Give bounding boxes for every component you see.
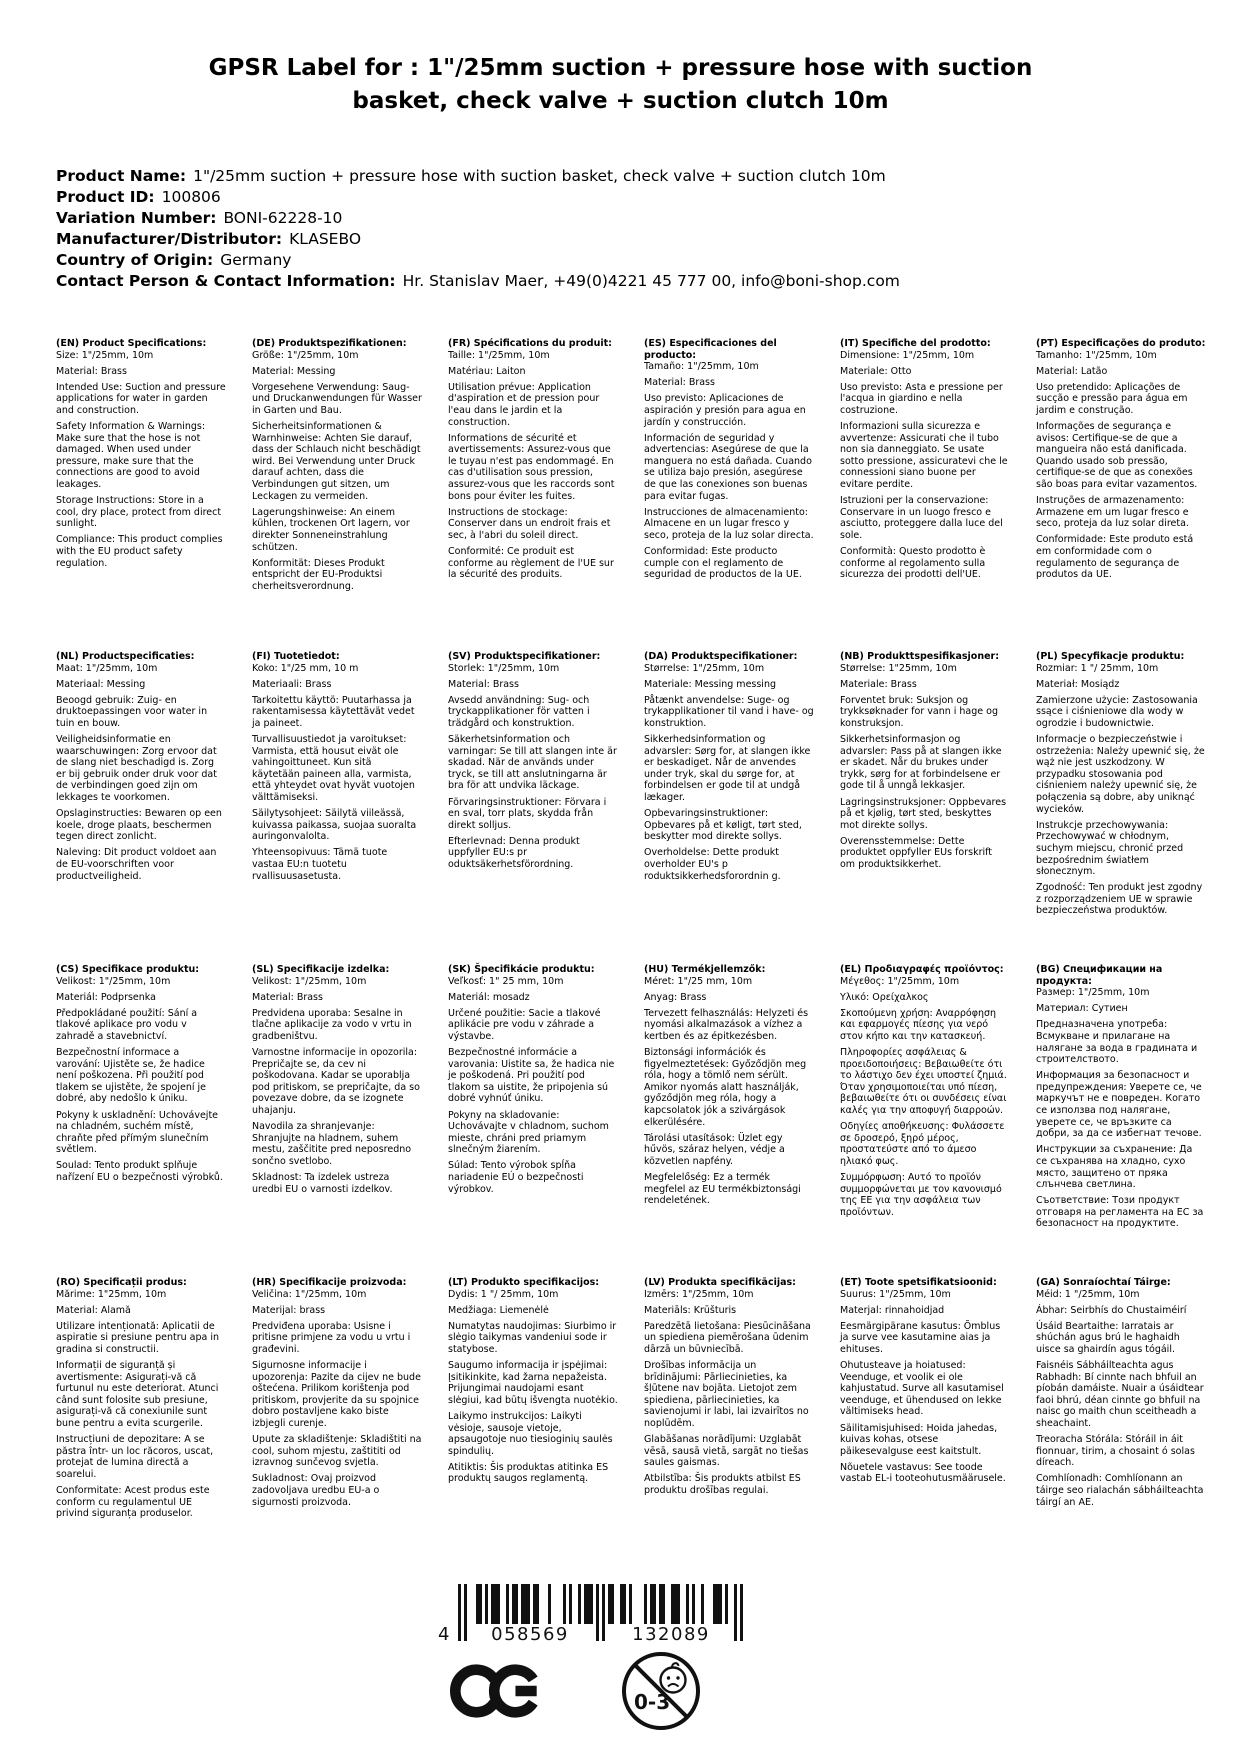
spec-paragraph: Atitiktis: Šis produktas atitinka ES produktų saugos reglamentą. (448, 1461, 609, 1485)
language-spec-block-title: (SV) Produktspecifikationer: (448, 651, 601, 662)
spec-paragraph: Treoracha Stórála: Stóráil in áit fionnuar, tirim, a chosaint ó solas díreach. (1036, 1434, 1195, 1469)
spec-paragraph: Dydis: 1 "/ 25mm, 10m (448, 1288, 559, 1300)
spec-paragraph: Οδηγίες αποθήκευσης: Φυλάσσετε σε δροσερό, ξηρό μέρος, προστατεύστε από το άμεσο ηλιακό φως. (840, 1121, 1005, 1167)
spec-paragraph: Sukladnost: Ovaj proizvod zadovoljava uredbu EU-a o sigurnosti proizvoda. (252, 1473, 380, 1508)
spec-paragraph: Istruzioni per la conservazione: Conservare in un luogo fresco e asciutto, proteggere dalla luce del sole. (840, 495, 1003, 541)
spec-paragraph: Rozmiar: 1 "/ 25mm, 10m (1036, 662, 1159, 674)
spec-paragraph: Materiał: Mosiądz (1036, 678, 1120, 690)
spec-paragraph: Megfelelőség: Ez a termék megfelel az EU termékbiztonsági rendeletének. (644, 1172, 801, 1207)
spec-paragraph: Sikkerhedsinformation og advarsler: Sørg for, at slangen ikke er beskadiget. Når de anvendes under tryk, skal du sørge for, at forbindelsen er gode til at undgå lækager. (644, 734, 811, 804)
language-spec-block-title: (GA) Sonraíochtaí Táirge: (1036, 1277, 1171, 1288)
language-spec-block-title: (PL) Specyfikacje produktu: (1036, 651, 1185, 662)
language-spec-block-title: (EN) Product Specifications: (56, 338, 207, 349)
spec-paragraph: Materiale: Messing messing (644, 678, 776, 690)
language-spec-block-title: (DA) Produktspecifikationer: (644, 651, 798, 662)
spec-paragraph: Utilizare intenționată: Aplicatii de aspiratie si presiune pentru apa in gradina si constructii. (56, 1320, 219, 1355)
spec-paragraph: Glabāšanas norādījumi: Uzglabāt vēsā, sausā vietā, sargāt no tiešas saules gaismas. (644, 1434, 809, 1469)
spec-paragraph: Tamanho: 1"/25mm, 10m (1036, 349, 1157, 361)
language-spec-block-title: (EL) Προδιαγραφές προϊόντος: (840, 964, 1004, 975)
spec-paragraph: Conformité: Ce produit est conforme au règlement de l'UE sur la sécurité des produits. (448, 546, 614, 581)
spec-paragraph: Veľkosť: 1" 25 mm, 10m (448, 975, 564, 987)
spec-paragraph: Συμμόρφωση: Αυτό το προϊόν συμμορφώνεται με τον κανονισμό της ΕΕ για την ασφάλεια των προϊόντων. (840, 1172, 1002, 1218)
spec-paragraph: Skladnost: Ta izdelek ustreza uredbi EU o varnosti izdelkov. (252, 1172, 393, 1195)
product-info-value: Hr. Stanislav Maer, +49(0)4221 45 777 00, info@boni-shop.com (402, 272, 900, 290)
spec-paragraph: Zamierzone użycie: Zastosowania ssące i ciśnieniowe dla wody w ogrodzie i budownictwie. (1036, 694, 1198, 729)
spec-paragraph: Opbevaringsinstruktioner: Opbevares på et køligt, tørt sted, beskytter mod direkte sollys. (644, 808, 802, 843)
spec-paragraph: Pokyny k uskladnění: Uchovávejte na chladném, suchém místě, chraňte před přímým slunečním světlem. (56, 1109, 219, 1156)
spec-paragraph: Veiligheidsinformatie en waarschuwingen: Zorg ervoor dat de slang niet beschadigd is. Zorg er bij gebruik onder druk voor dat de verbindingen goed zijn om lekkages te voorkomen. (56, 734, 217, 804)
barcode-digit-group: 4 (438, 1624, 451, 1645)
spec-paragraph: Mărime: 1"25mm, 10m (56, 1288, 167, 1300)
spec-paragraph: Avsedd användning: Sug- och tryckapplikationer för vatten i trädgård och konstruktion. (448, 694, 590, 729)
spec-paragraph: Méid: 1 "/25mm, 10m (1036, 1288, 1140, 1300)
spec-paragraph: Izmērs: 1"/25mm, 10m (644, 1288, 754, 1300)
age-warning-0-3-icon (620, 1650, 702, 1736)
spec-paragraph: Sigurnosne informacije i upozorenja: Pazite da cijev ne bude oštećena. Prilikom korištenja pod pritiskom, provjerite da su spojnice dobro postavljene kako biste izbjegli curenje. (252, 1360, 421, 1430)
product-info-row (56, 250, 900, 271)
product-info-row (56, 187, 900, 208)
spec-paragraph: Numatytas naudojimas: Siurbimo ir slėgio taikymas vandeniui sode ir statybose. (448, 1320, 617, 1355)
barcode-digit-group: 132089 (632, 1624, 710, 1645)
language-spec-block (840, 651, 1010, 964)
language-spec-block (56, 964, 226, 1277)
spec-paragraph: Tarkoitettu käyttö: Puutarhassa ja rakentamisessa käytettävät vedet ja paineet. (252, 694, 415, 729)
spec-paragraph: Υλικό: Ορείχαλκος (840, 991, 929, 1003)
language-spec-block (252, 338, 422, 651)
ce-mark-glyphs (450, 1660, 542, 1722)
language-spec-block (644, 338, 814, 651)
spec-paragraph: Materiāls: Krūšturis (644, 1304, 737, 1316)
spec-paragraph: Faisnéis Sábháilteachta agus Rabhadh: Bí cinnte nach bhfuil an píobán damáiste. Nuair a úsáidtear faoi bhrú, déan cinnte go bhfuil na naisc go maith chun sceitheadh a sheachaint. (1036, 1360, 1204, 1430)
spec-paragraph: Navodila za shranjevanje: Shranjujte na hladnem, suhem mestu, zaščitite pred neposredno sončno svetlobo. (252, 1121, 412, 1167)
spec-paragraph: Información de seguridad y advertencias: Asegúrese de que la manguera no está dañada. Cuando se utiliza bajo presión, asegúrese de que las conexiones son buenas para evitar fugas. (644, 432, 812, 502)
language-spec-block-title: (FR) Spécifications du produit: (448, 338, 612, 349)
spec-paragraph: Размер: 1"/25mm, 10m (1036, 987, 1150, 999)
spec-paragraph: Bezpečnostní informace a varování: Ujistěte se, že hadice není poškozena. Při použití pod tlakem se ujistěte, že spojení je dobré, aby nedošlo k úniku. (56, 1047, 207, 1105)
ce-mark-icon (450, 1660, 542, 1726)
language-spec-block (252, 651, 422, 964)
spec-paragraph: Ohutusteave ja hoiatused: Veenduge, et voolik ei ole kahjustatud. Surve all kasutamisel veenduge, et ühendused on lekke vältimiseks head. (840, 1360, 1004, 1418)
spec-paragraph: Matériau: Laiton (448, 365, 526, 377)
spec-paragraph: Drošības informācija un brīdinājumi: Pārliecinieties, ka šļūtene nav bojāta. Lietojot zem spiediena, pārliecinieties, ka savienojumi ir labi, lai izvairītos no noplūdēm. (644, 1360, 809, 1430)
language-spec-block (644, 964, 814, 1277)
barcode-digit-group: 058569 (491, 1624, 569, 1645)
spec-paragraph: Materiál: mosadz (448, 991, 530, 1003)
spec-paragraph: Lagringsinstruksjoner: Oppbevares på et kjølig, tørt sted, beskyttes mot direkte sollys. (840, 796, 1007, 831)
spec-paragraph: Größe: 1"/25mm, 10m (252, 349, 359, 361)
language-spec-block-title: (FI) Tuotetiedot: (252, 651, 340, 662)
spec-paragraph: Naleving: Dit product voldoet aan de EU-voorschriften voor productveiligheid. (56, 847, 217, 882)
language-spec-block (448, 1277, 618, 1590)
spec-paragraph: Lagerungshinweise: An einem kühlen, trockenen Ort lagern, vor direkter Sonneneinstrahlung schützen. (252, 506, 410, 553)
language-spec-block (252, 964, 422, 1277)
spec-paragraph: Instructions de stockage: Conserver dans un endroit frais et sec, à l'abri du soleil direct. (448, 506, 611, 541)
spec-paragraph: Anyag: Brass (644, 991, 707, 1003)
spec-paragraph: Säkerhetsinformation och varningar: Se till att slangen inte är skadad. När de används under tryck, se till att anslutningarna är bra för att undvika läckage. (448, 734, 617, 792)
language-spec-block (56, 338, 226, 651)
spec-paragraph: Conformidade: Este produto está em conformidade com o regulamento de segurança de produtos da UE. (1036, 534, 1194, 581)
language-spec-block (448, 651, 618, 964)
spec-paragraph: Säilytysohjeet: Säilytä viileässä, kuivassa paikassa, suojaa suoralta auringonvalolta. (252, 808, 417, 843)
spec-paragraph: Saugumo informacija ir įspėjimai: Įsitikinkite, kad žarna nepažeista. Prijungimai naudojami esant slėgiui, kad būtų išvengta nuotėkio. (448, 1360, 618, 1406)
language-spec-block-title: (LT) Produkto specifikacijos: (448, 1277, 600, 1288)
language-spec-block-title: (SK) Špecifikácie produktu: (448, 964, 595, 975)
spec-paragraph: Turvallisuustiedot ja varoitukset: Varmista, että housut eivät ole vahingoittuneet. Kun sitä käytetään paineen alla, varmista, että yhteydet ovat hyvät vuotojen välttämiseksi. (252, 734, 415, 804)
product-info-row (56, 271, 900, 292)
spec-paragraph: Predviđena uporaba: Usisne i pritisne primjene za vodu u vrtu i građevini. (252, 1320, 411, 1355)
spec-paragraph: Pokyny na skladovanie: Uchovávajte v chladnom, suchom mieste, chráni pred priamym slnečným žiarením. (448, 1109, 609, 1156)
spec-paragraph: Dimensione: 1"/25mm, 10m (840, 349, 975, 361)
spec-paragraph: Comhlíonadh: Comhlíonann an táirge seo rialachán sábháilteachta táirgí an AE. (1036, 1473, 1204, 1508)
spec-paragraph: Méret: 1"/25 mm, 10m (644, 975, 753, 987)
language-spec-block-title: (IT) Specifiche del prodotto: (840, 338, 991, 349)
language-spec-block (1036, 338, 1206, 651)
spec-paragraph: Material: Brass (56, 365, 127, 377)
language-spec-block-title: (CS) Specifikace produktu: (56, 964, 200, 975)
language-spec-block (840, 338, 1010, 651)
spec-paragraph: Materjal: rinnahoidjad (840, 1304, 945, 1316)
spec-paragraph: Størrelse: 1"25mm, 10m (840, 662, 957, 674)
product-info-value: BONI-62228-10 (223, 209, 343, 227)
spec-paragraph: Съответствие: Този продукт отговаря на регламента на ЕС за безопасност на продуктите. (1036, 1195, 1204, 1230)
spec-paragraph: Instrukcje przechowywania: Przechowywać w chłodnym, suchym miejscu, chronić przed bezpośrednim światłem słonecznym. (1036, 819, 1184, 878)
product-info (56, 166, 900, 292)
spec-paragraph: Nõuetele vastavus: See toode vastab EL-i tooteohutusmäärusele. (840, 1461, 1006, 1485)
spec-paragraph: Tárolási utasítások: Üzlet egy hűvös, száraz helyen, védje a közvetlen napfény. (644, 1132, 785, 1167)
spec-paragraph: Utilisation prévue: Application d'aspiration et de pression pour l'eau dans le jardin et la construction. (448, 381, 600, 428)
spec-paragraph: Materiaal: Messing (56, 678, 146, 690)
product-info-label: Country of Origin: (56, 251, 214, 269)
product-info-value: 100806 (161, 188, 221, 206)
language-spec-block (252, 1277, 422, 1590)
spec-paragraph: Material: Alamă (56, 1304, 131, 1316)
spec-paragraph: Conformità: Questo prodotto è conforme al regolamento sulla sicurezza dei prodotti dell'UE. (840, 546, 986, 581)
spec-paragraph: Material: Brass (644, 377, 715, 389)
spec-paragraph: Velikost: 1"/25mm, 10m (56, 975, 171, 987)
spec-paragraph: Uso previsto: Aplicaciones de aspiración y presión para agua en jardín y construcción. (644, 393, 806, 428)
language-spec-block-title: (HR) Specifikacije proizvoda: (252, 1277, 407, 1288)
spec-paragraph: Instrucciones de almacenamiento: Almacene en un lugar fresco y seco, proteja de la luz solar directa. (644, 506, 814, 541)
spec-paragraph: Uso previsto: Asta e pressione per l'acqua in giardino e nella costruzione. (840, 381, 1003, 416)
spec-paragraph: Súlad: Tento výrobok spĺňa nariadenie EÚ o bezpečnosti výrobkov. (448, 1160, 584, 1195)
language-spec-block (1036, 651, 1206, 964)
barcode-bars (428, 1584, 750, 1648)
spec-paragraph: Varnostne informacije in opozorila: Prepričajte se, da cev ni poškodovana. Kadar se uporablja pod pritiskom, se prepričajte, da so povezave dobre, da se izognete uhajanju. (252, 1047, 420, 1117)
language-spec-block (840, 964, 1010, 1277)
spec-paragraph: Efterlevnad: Denna produkt uppfyller EU:s pr oduktsäkerhetsförordning. (448, 835, 580, 870)
product-info-value: Germany (220, 251, 292, 269)
spec-paragraph: Materiaali: Brass (252, 678, 332, 690)
spec-paragraph: Suurus: 1"/25mm, 10m (840, 1288, 951, 1300)
product-info-value: KLASEBO (289, 230, 362, 248)
spec-paragraph: Určené použitie: Sacie a tlakové aplikácie pre vodu v záhrade a výstavbe. (448, 1007, 601, 1042)
spec-paragraph: Upute za skladištenje: Skladištiti na cool, suhom mjestu, zaštititi od izravnog sunčevog svjetla. (252, 1434, 422, 1469)
spec-paragraph: Informations de sécurité et avertissements: Assurez-vous que le tuyau n'est pas endommagé. En cas d'utilisation sous pression, assurez-vous que les raccords sont bons pour éviter les fuites. (448, 432, 615, 502)
spec-paragraph: Zgodność: Ten produkt jest zgodny z rozporządzeniem UE w sprawie bezpieczeństwa produktów. (1036, 882, 1203, 917)
spec-paragraph: Материал: Сутиен (1036, 1003, 1128, 1015)
spec-paragraph: Veličina: 1"/25mm, 10m (252, 1288, 367, 1300)
language-spec-block-title: (NB) Produkttspesifikasjoner: (840, 651, 1000, 662)
language-spec-block-title: (BG) Спецификации на продукта: (1036, 964, 1163, 987)
spec-paragraph: Yhteensopivuus: Tämä tuote vastaa EU:n tuotetu rvallisuusasetusta. (252, 847, 388, 882)
product-info-label: Contact Person & Contact Information: (56, 272, 396, 290)
spec-paragraph: Úsáid Beartaithe: Iarratais ar shúchán agus brú le haghaidh uisce sa ghairdín agus tógáil. (1036, 1320, 1180, 1355)
spec-paragraph: Predvidena uporaba: Sesalne in tlačne aplikacije za vodo v vrtu in gradbeništvu. (252, 1007, 412, 1042)
spec-paragraph: Sikkerhetsinformasjon og advarsler: Pass på at slangen ikke er skadet. Når du brukes under trykk, sørg for at forbindelsene er gode til å unngå lekkasjer. (840, 734, 1002, 792)
spec-paragraph: Tervezett felhasználás: Helyzeti és nyomási alkalmazások a vízhez a kertben és az épitkezésben. (644, 1007, 809, 1042)
spec-paragraph: Atbilstība: Šis produkts atbilst ES produktu drošības regulai. (644, 1473, 801, 1496)
product-info-value: 1"/25mm suction + pressure hose with suction basket, check valve + suction clutch 10m (193, 167, 886, 185)
spec-paragraph: Instrucțiuni de depozitare: A se păstra într- un loc răcoros, uscat, protejat de lumina directă a soarelui. (56, 1434, 214, 1480)
spec-paragraph: Σκοπούμενη χρήση: Αναρρόφηση και εφαρμογές πίεσης για νερό στον κήπο και την κατασκευή. (840, 1007, 997, 1042)
spec-paragraph: Taille: 1"/25mm, 10m (448, 349, 550, 361)
language-spec-block-title: (SL) Specifikacije izdelka: (252, 964, 390, 975)
product-info-label: Product Name: (56, 167, 187, 185)
language-spec-block (56, 651, 226, 964)
spec-paragraph: Koko: 1"/25 mm, 10 m (252, 662, 359, 674)
spec-paragraph: Informacje o bezpieczeństwie i ostrzeżenia: Należy upewnić się, że wąż nie jest uszkodzony. W przypadku stosowania pod ciśnieniem należy upewnić się, że połączenia są dobre, aby uniknąć wycieków. (1036, 734, 1205, 815)
spec-paragraph: Forventet bruk: Suksjon og trykksøknader for vann i hage og konstruksjon. (840, 694, 998, 729)
spec-paragraph: Förvaringsinstruktioner: Förvara i en sval, torr plats, skydda från direkt solljus. (448, 796, 607, 831)
spec-paragraph: Maat: 1"/25mm, 10m (56, 662, 158, 674)
spec-paragraph: Overensstemmelse: Dette produktet oppfyller EUs forskrift om produktsikkerhet. (840, 835, 993, 870)
spec-paragraph: Sicherheitsinformationen & Warnhinweise: Achten Sie darauf, dass der Schlauch nicht beschädigt wird. Bei Verwendung unter Druck darauf achten, dass die Verbindungen gut sitzen, um Leckagen zu vermeiden. (252, 421, 421, 502)
spec-paragraph: Eesmärgipärane kasutus: Õmblus ja surve vee kasutamine aias ja ehituses. (840, 1320, 1001, 1355)
baby-face-icon (661, 1668, 686, 1693)
language-spec-block (448, 964, 618, 1277)
spec-paragraph: Beoogd gebruik: Zuig- en druktoepassingen voor water in tuin en bouw. (56, 694, 208, 729)
spec-paragraph: Informazioni sulla sicurezza e avvertenze: Assicurati che il tubo non sia danneggiato. Se usate sotto pressione, assicuratevi che le connessioni siano buone per evitare perdite. (840, 421, 1008, 491)
language-spec-block (1036, 1277, 1206, 1590)
spec-paragraph: Paredzētā lietošana: Piesūcināšana un spiediena piemērošana ūdenim dārzā un būvniecībā. (644, 1320, 811, 1355)
spec-paragraph: Størrelse: 1"/25mm, 10m (644, 662, 765, 674)
spec-paragraph: Instruções de armazenamento: Armazene em um lugar fresco e seco, proteja da luz solar direta. (1036, 495, 1189, 530)
spec-paragraph: Ábhar: Seirbhís do Chustaiméirí (1036, 1304, 1187, 1316)
language-blocks-grid (56, 338, 1206, 1590)
spec-paragraph: Materiál: Podprsenka (56, 991, 156, 1003)
spec-paragraph: Säilitamisjuhised: Hoida jahedas, kuivas kohas, otsese päikesevalguse eest kaitstult. (840, 1422, 998, 1457)
language-spec-block-title: (PT) Especificações do produto: (1036, 338, 1206, 349)
product-info-label: Product ID: (56, 188, 155, 206)
language-spec-block-title: (NL) Productspecificaties: (56, 651, 195, 662)
page-title: GPSR Label for : 1"/25mm suction + pressure hose with suction basket, check valve + suction clutch 10m (208, 55, 1033, 114)
spec-paragraph: Safety Information & Warnings: Make sure that the hose is not damaged. When used under pressure, make sure that the connections are good to avoid leakages. (56, 421, 206, 491)
spec-paragraph: Overholdelse: Dette produkt overholder EU's p roduktsikkerhedsforordnin g. (644, 847, 781, 882)
spec-paragraph: Material: Brass (252, 991, 323, 1003)
language-spec-block (56, 1277, 226, 1590)
language-spec-block-title: (LV) Produkta specifikācijas: (644, 1277, 796, 1288)
spec-paragraph: Compliance: This product complies with the EU product safety regulation. (56, 534, 223, 569)
spec-paragraph: Bezpečnostné informácie a varovania: Uistite sa, že hadica nie je poškodená. Pri použití pod tlakom sa uistite, že pripojenia sú dobré vyhnúť úniku. (448, 1047, 615, 1105)
ean13-barcode (428, 1584, 750, 1652)
spec-paragraph: Информация за безопасност и предупреждения: Уверете се, че маркучът не е повреден. Когато се използва под налягане, уверете се, че връзките са добри, за да се избегнат течове. (1036, 1070, 1202, 1140)
spec-paragraph: Informații de siguranță și avertismente: Asigurați-vă că furtunul nu este deteriorat. Atunci când sunt folosite sub presiune, asigurați-vă că conexiunile sunt bune pentru a evita scurgerile. (56, 1360, 219, 1430)
spec-paragraph: Предназначена употреба: Всмукване и прилагане на налягане за вода в градината и строителството. (1036, 1019, 1198, 1066)
spec-paragraph: Påtænkt anvendelse: Suge- og trykapplikationer til vand i have- og konstruktion. (644, 694, 814, 729)
spec-paragraph: Storage Instructions: Store in a cool, dry place, protect from direct sunlight. (56, 495, 222, 530)
spec-paragraph: Konformität: Dieses Produkt entspricht der EU-Produktsi cherheitsverordnung. (252, 557, 385, 592)
language-spec-block-title: (ET) Toote spetsifikatsioonid: (840, 1277, 997, 1288)
spec-paragraph: Materiale: Brass (840, 678, 917, 690)
spec-paragraph: Informações de segurança e avisos: Certifique-se de que a mangueira não está danificada. Quando usado sob pressão, certifique-se de que as conexões são boas para evitar vazamentos. (1036, 421, 1198, 491)
spec-paragraph: Conformidad: Este producto cumple con el reglamento de seguridad de productos de la UE. (644, 546, 802, 581)
language-spec-block (448, 338, 618, 651)
spec-paragraph: Size: 1"/25mm, 10m (56, 349, 154, 361)
spec-paragraph: Material: Latão (1036, 365, 1108, 377)
spec-paragraph: Material: Messing (252, 365, 336, 377)
spec-paragraph: Intended Use: Suction and pressure applications for water in garden and construction. (56, 381, 226, 416)
spec-paragraph: Conformitate: Acest produs este conform cu regulamentul UE privind siguranța produselor. (56, 1485, 210, 1520)
spec-paragraph: Vorgesehene Verwendung: Saug- und Druckanwendungen für Wasser in Garten und Bau. (252, 381, 422, 416)
spec-paragraph: Инструкции за съхранение: Да се съхранява на хладно, сухо място, защитено от пряка слънчева светлина. (1036, 1144, 1193, 1191)
language-spec-block-title: (ES) Especificaciones del producto: (644, 338, 777, 361)
spec-paragraph: Materiale: Otto (840, 365, 912, 377)
spec-paragraph: Tamaño: 1"/25mm, 10m (644, 361, 759, 373)
product-info-row (56, 166, 900, 187)
product-info-row (56, 208, 900, 229)
age-range-label: 0-3 (634, 1690, 671, 1714)
age-warning-glyphs (620, 1650, 702, 1732)
spec-paragraph: Μέγεθος: 1"/25mm, 10m (840, 975, 960, 987)
spec-paragraph: Soulad: Tento produkt splňuje nařízení EU o bezpečnosti výrobků. (56, 1160, 223, 1183)
product-info-row (56, 229, 900, 250)
spec-paragraph: Opslaginstructies: Bewaren op een koele, droge plaats, beschermen tegen direct zonlicht. (56, 808, 222, 843)
language-spec-block (840, 1277, 1010, 1590)
language-spec-block (644, 1277, 814, 1590)
language-spec-block (644, 651, 814, 964)
spec-paragraph: Biztonsági információk és figyelmeztetések: Győződjön meg róla, hogy a tömlő nem sérült. Amikor nyomás alatt használják, győződjön meg róla, hogy a kapcsolatok jók a szivárgások elkerülésére. (644, 1047, 807, 1128)
product-info-label: Manufacturer/Distributor: (56, 230, 283, 248)
language-spec-block (1036, 964, 1206, 1277)
spec-paragraph: Laikymo instrukcijos: Laikyti vėsioje, sausoje vietoje, apsaugotoje nuo tiesioginių saulės spindulių. (448, 1410, 613, 1457)
spec-paragraph: Předpokládané použití: Sání a tlakové aplikace pro vodu v zahradě a stavebnictví. (56, 1007, 198, 1042)
spec-paragraph: Uso pretendido: Aplicações de sucção e pressão para água em jardim e construção. (1036, 381, 1188, 416)
spec-paragraph: Materijal: brass (252, 1304, 326, 1316)
language-spec-block-title: (RO) Specificații produs: (56, 1277, 187, 1288)
spec-paragraph: Velikost: 1"/25mm, 10m (252, 975, 367, 987)
product-info-label: Variation Number: (56, 209, 217, 227)
spec-paragraph: Medžiaga: Liemenėlė (448, 1304, 549, 1316)
language-spec-block-title: (DE) Produktspezifikationen: (252, 338, 407, 349)
spec-paragraph: Storlek: 1"/25mm, 10m (448, 662, 560, 674)
spec-paragraph: Material: Brass (448, 678, 519, 690)
language-spec-block-title: (HU) Termékjellemzők: (644, 964, 766, 975)
spec-paragraph: Πληροφορίες ασφάλειας & προειδοποιήσεις: Βεβαιωθείτε ότι το λάστιχο δεν έχει υποστεί ζημιά. Όταν χρησιμοποιείται υπό πίεση, βεβαιωθείτε ότι οι συνδέσεις είναι καλές για την αποφυγή διαρροών. (840, 1047, 1007, 1117)
